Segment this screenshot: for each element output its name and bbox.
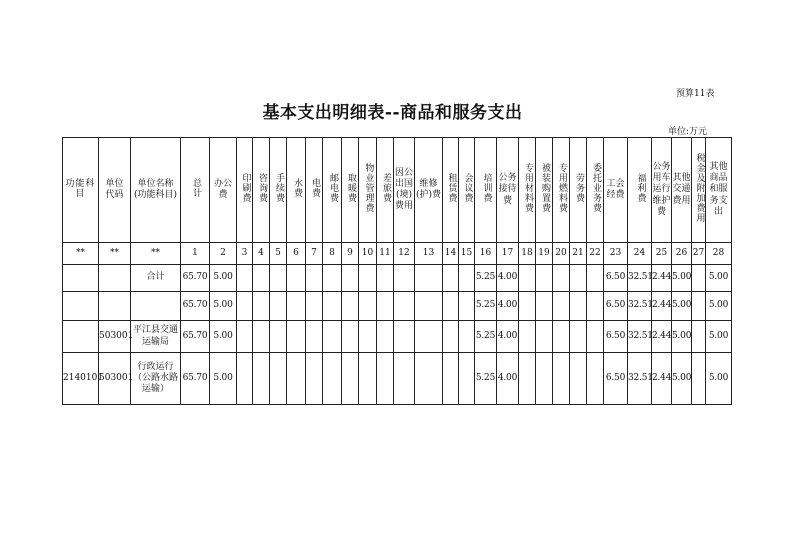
index-cell: 1 xyxy=(181,243,210,265)
function-code-cell xyxy=(63,265,99,292)
amount-cell xyxy=(323,353,342,405)
amount-cell xyxy=(323,321,342,353)
amount-cell: 65.70 xyxy=(181,353,210,405)
col-office: 办公费 xyxy=(210,138,237,243)
col-vehicle: 公务用车运行维护费 xyxy=(652,138,672,243)
amount-cell: 5.00 xyxy=(210,292,237,321)
unit-name-cell: 合计 xyxy=(131,265,181,292)
amount-cell xyxy=(377,321,394,353)
amount-cell xyxy=(553,321,570,353)
index-cell: 7 xyxy=(306,243,323,265)
function-code-cell: 2140101 xyxy=(63,353,99,405)
col-special-fuel: 专用燃料费 xyxy=(553,138,570,243)
unit-code-cell xyxy=(99,265,131,292)
col-welfare: 福利费 xyxy=(628,138,652,243)
amount-cell xyxy=(359,292,377,321)
col-taxes: 税金及附加费用 xyxy=(692,138,706,243)
function-code-cell xyxy=(63,321,99,353)
index-cell: 17 xyxy=(497,243,519,265)
col-uniforms: 被装购置费 xyxy=(536,138,553,243)
amount-cell xyxy=(570,321,587,353)
amount-cell: 6.50 xyxy=(604,265,628,292)
amount-cell xyxy=(443,265,459,292)
unit-name-cell xyxy=(131,292,181,321)
amount-cell xyxy=(519,321,536,353)
amount-cell xyxy=(459,292,475,321)
amount-cell: 5.00 xyxy=(706,353,732,405)
amount-cell xyxy=(253,265,270,292)
amount-cell xyxy=(459,265,475,292)
amount-cell xyxy=(253,292,270,321)
amount-cell xyxy=(237,353,253,405)
table-row xyxy=(63,353,732,405)
amount-cell: 5.25 xyxy=(475,353,497,405)
amount-cell xyxy=(415,265,443,292)
index-cell: 12 xyxy=(394,243,415,265)
amount-cell: 5.00 xyxy=(672,353,692,405)
page-title: 基本支出明细表--商品和服务支出 xyxy=(262,103,523,123)
amount-cell xyxy=(553,265,570,292)
col-labor: 劳务费 xyxy=(570,138,587,243)
index-cell: 4 xyxy=(253,243,270,265)
col-maintenance: 维修(护)费 xyxy=(415,138,443,243)
index-row xyxy=(63,243,732,265)
amount-cell xyxy=(359,265,377,292)
col-printing: 印刷费 xyxy=(237,138,253,243)
amount-cell xyxy=(570,353,587,405)
col-travel: 差旅费 xyxy=(377,138,394,243)
amount-cell xyxy=(323,265,342,292)
amount-cell xyxy=(443,292,459,321)
amount-cell: 65.70 xyxy=(181,321,210,353)
amount-cell: 6.50 xyxy=(604,321,628,353)
amount-cell xyxy=(692,265,706,292)
amount-cell xyxy=(253,353,270,405)
amount-cell xyxy=(377,265,394,292)
col-water: 水费 xyxy=(287,138,306,243)
col-property: 物业管理费 xyxy=(359,138,377,243)
index-cell: 25 xyxy=(652,243,672,265)
col-union: 工会经费 xyxy=(604,138,628,243)
table-number: 预算11表 xyxy=(676,89,715,99)
col-unit-name: 单位名称(功能科目) xyxy=(131,138,181,243)
amount-cell xyxy=(587,321,604,353)
amount-cell xyxy=(287,292,306,321)
index-cell: 28 xyxy=(706,243,732,265)
index-cell: 16 xyxy=(475,243,497,265)
index-cell: ** xyxy=(131,243,181,265)
expenditure-table xyxy=(62,137,732,405)
table-row xyxy=(63,265,732,292)
amount-cell: 2.44 xyxy=(652,292,672,321)
col-commissioned: 委托业务费 xyxy=(587,138,604,243)
amount-cell xyxy=(692,321,706,353)
amount-cell: 5.25 xyxy=(475,265,497,292)
index-cell: 2 xyxy=(210,243,237,265)
col-training: 培训费 xyxy=(475,138,497,243)
amount-cell: 4.00 xyxy=(497,353,519,405)
data-rows xyxy=(63,265,732,405)
amount-cell xyxy=(270,265,287,292)
amount-cell xyxy=(553,292,570,321)
amount-cell: 32.51 xyxy=(628,353,652,405)
amount-cell xyxy=(359,321,377,353)
amount-cell xyxy=(394,292,415,321)
amount-cell xyxy=(553,353,570,405)
amount-cell: 32.51 xyxy=(628,321,652,353)
amount-cell xyxy=(287,353,306,405)
amount-cell xyxy=(459,353,475,405)
col-consulting: 咨询费 xyxy=(253,138,270,243)
amount-cell xyxy=(519,265,536,292)
index-cell: 10 xyxy=(359,243,377,265)
amount-cell xyxy=(287,265,306,292)
col-heating: 取暖费 xyxy=(342,138,359,243)
amount-cell xyxy=(323,292,342,321)
amount-cell xyxy=(459,321,475,353)
col-rental: 租赁费 xyxy=(443,138,459,243)
index-cell: 3 xyxy=(237,243,253,265)
amount-cell xyxy=(270,321,287,353)
amount-cell: 32.51 xyxy=(628,265,652,292)
amount-cell xyxy=(377,353,394,405)
col-special-materials: 专用材料费 xyxy=(519,138,536,243)
amount-cell: 5.00 xyxy=(672,292,692,321)
amount-cell: 4.00 xyxy=(497,265,519,292)
col-unit-code: 单位代码 xyxy=(99,138,131,243)
amount-cell xyxy=(306,265,323,292)
col-function-subject: 功能科目 xyxy=(63,138,99,243)
column-header-row xyxy=(63,138,732,243)
amount-cell xyxy=(570,265,587,292)
amount-cell xyxy=(536,353,553,405)
table-row xyxy=(63,321,732,353)
amount-cell xyxy=(270,292,287,321)
amount-cell: 5.00 xyxy=(210,353,237,405)
amount-cell xyxy=(443,353,459,405)
amount-cell xyxy=(519,353,536,405)
index-cell: 27 xyxy=(692,243,706,265)
amount-cell xyxy=(587,353,604,405)
amount-cell: 5.00 xyxy=(210,321,237,353)
amount-cell xyxy=(536,265,553,292)
amount-cell: 65.70 xyxy=(181,265,210,292)
amount-cell xyxy=(415,321,443,353)
amount-cell: 5.00 xyxy=(706,265,732,292)
amount-cell xyxy=(306,353,323,405)
index-cell: 20 xyxy=(553,243,570,265)
amount-cell: 2.44 xyxy=(652,265,672,292)
amount-cell xyxy=(377,292,394,321)
amount-cell: 5.00 xyxy=(672,321,692,353)
amount-cell xyxy=(394,353,415,405)
amount-cell xyxy=(253,321,270,353)
col-meeting: 会议费 xyxy=(459,138,475,243)
index-cell: 24 xyxy=(628,243,652,265)
index-cell: 15 xyxy=(459,243,475,265)
amount-cell xyxy=(570,292,587,321)
amount-cell xyxy=(394,321,415,353)
amount-cell xyxy=(237,265,253,292)
amount-cell: 6.50 xyxy=(604,353,628,405)
amount-cell xyxy=(342,292,359,321)
index-cell: ** xyxy=(63,243,99,265)
index-cell: 6 xyxy=(287,243,306,265)
amount-cell xyxy=(536,321,553,353)
amount-cell xyxy=(342,265,359,292)
amount-cell xyxy=(306,321,323,353)
index-cell: 22 xyxy=(587,243,604,265)
index-cell: 5 xyxy=(270,243,287,265)
amount-cell xyxy=(394,265,415,292)
index-cell: 19 xyxy=(536,243,553,265)
col-other-transport: 其他交通费用 xyxy=(672,138,692,243)
col-service-charge: 手续费 xyxy=(270,138,287,243)
unit-label: 单位:万元 xyxy=(668,127,708,137)
amount-cell: 5.00 xyxy=(706,292,732,321)
amount-cell xyxy=(287,321,306,353)
index-cell: 18 xyxy=(519,243,536,265)
amount-cell xyxy=(306,292,323,321)
index-cell: 13 xyxy=(415,243,443,265)
amount-cell: 6.50 xyxy=(604,292,628,321)
amount-cell: 5.00 xyxy=(672,265,692,292)
amount-cell: 32.51 xyxy=(628,292,652,321)
index-cell: 8 xyxy=(323,243,342,265)
amount-cell: 5.00 xyxy=(706,321,732,353)
index-cell: 11 xyxy=(377,243,394,265)
amount-cell: 5.25 xyxy=(475,292,497,321)
amount-cell xyxy=(359,353,377,405)
index-cell: 23 xyxy=(604,243,628,265)
amount-cell: 4.00 xyxy=(497,321,519,353)
col-electricity: 电费 xyxy=(306,138,323,243)
amount-cell: 2.44 xyxy=(652,353,672,405)
amount-cell: 2.44 xyxy=(652,321,672,353)
unit-code-cell: 503001 xyxy=(99,353,131,405)
index-cell: 21 xyxy=(570,243,587,265)
amount-cell: 5.25 xyxy=(475,321,497,353)
amount-cell: 65.70 xyxy=(181,292,210,321)
amount-cell xyxy=(237,321,253,353)
index-cell: 9 xyxy=(342,243,359,265)
table-row xyxy=(63,292,732,321)
unit-name-cell: 平江县交通运输局 xyxy=(131,321,181,353)
unit-name-cell: 行政运行（公路水路运输） xyxy=(131,353,181,405)
col-total: 总计 xyxy=(181,138,210,243)
amount-cell: 4.00 xyxy=(497,292,519,321)
amount-cell xyxy=(692,292,706,321)
amount-cell xyxy=(415,292,443,321)
amount-cell xyxy=(237,292,253,321)
index-cell: 14 xyxy=(443,243,459,265)
amount-cell xyxy=(587,292,604,321)
amount-cell xyxy=(270,353,287,405)
col-reception: 公务接待费 xyxy=(497,138,519,243)
unit-code-cell xyxy=(99,292,131,321)
function-code-cell xyxy=(63,292,99,321)
amount-cell xyxy=(443,321,459,353)
col-postal: 邮电费 xyxy=(323,138,342,243)
amount-cell xyxy=(342,353,359,405)
amount-cell xyxy=(342,321,359,353)
amount-cell xyxy=(519,292,536,321)
amount-cell xyxy=(692,353,706,405)
amount-cell xyxy=(536,292,553,321)
unit-code-cell: 503001 xyxy=(99,321,131,353)
amount-cell xyxy=(587,265,604,292)
amount-cell xyxy=(415,353,443,405)
col-overseas: 因公出国(境)费用 xyxy=(394,138,415,243)
index-cell: 26 xyxy=(672,243,692,265)
col-other-goods: 其他商品和服务支出 xyxy=(706,138,732,243)
amount-cell: 5.00 xyxy=(210,265,237,292)
index-cell: ** xyxy=(99,243,131,265)
